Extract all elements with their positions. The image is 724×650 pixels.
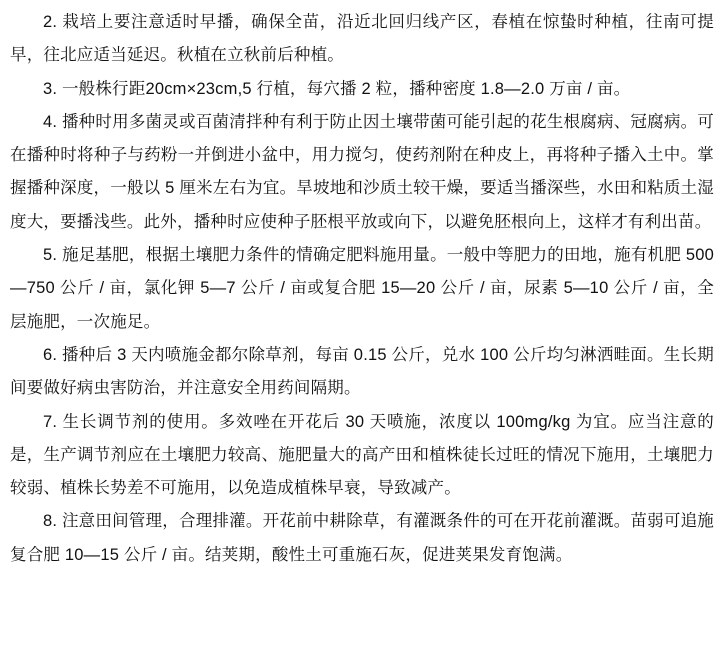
paragraph-5: 5. 施足基肥，根据土壤肥力条件的情确定肥料施用量。一般中等肥力的田地，施有机肥 500—750 公斤 / 亩，氯化钾 5—7 公斤 / 亩或复合肥 15—20 公斤 / 亩，尿素 5—10 公斤 / 亩，全层施肥，一次施足。	[10, 246, 714, 331]
paragraph-7: 7. 生长调节剂的使用。多效唑在开花后 30 天喷施，浓度以 100mg/kg 为宜。应当注意的是，生产调节剂应在土壤肥力较高、施肥量大的高产田和植株徒长过旺的情况下施用，土壤肥力较弱、植株长势差不可施用，以免造成植株早衰，导致减产。	[10, 412, 714, 498]
paragraph-8: 8. 注意田间管理，合理排灌。开花前中耕除草，有灌溉条件的可在开花前灌溉。苗弱可追施复合肥 10—15 公斤 / 亩。结荚期，酸性土可重施石灰，促进荚果发育饱满。	[10, 512, 714, 564]
paragraph-6: 6. 播种后 3 天内喷施金都尔除草剂，每亩 0.15 公斤，兑水 100 公斤均匀淋洒畦面。生长期间要做好病虫害防治，并注意安全用药间隔期。	[10, 345, 714, 398]
paragraph-3: 3. 一般株行距20cm×23cm,5 行植，每穴播 2 粒，播种密度 1.8—2.0 万亩 / 亩。	[43, 79, 631, 98]
paragraph-4: 4. 播种时用多菌灵或百菌清拌种有利于防止因土壤带菌可能引起的花生根腐病、冠腐病。可在播种时将种子与药粉一并倒进小盆中，用力搅匀，使药剂附在种皮上，再将种子播入土中。掌握播种深度，一般以 5 厘米左右为宜。旱坡地和沙质土较干燥，要适当播深些，水田和粘质土湿度大，要播浅些。此外，播种时应使种子胚根平放或向下，以避免胚根向上，这样才有利出苗。	[10, 112, 714, 231]
paragraph-2: 2. 栽培上要注意适时早播，确保全苗，沿近北回归线产区，春植在惊蛰时种植，往南可提早，往北应适当延迟。秋植在立秋前后种植。	[10, 13, 714, 65]
